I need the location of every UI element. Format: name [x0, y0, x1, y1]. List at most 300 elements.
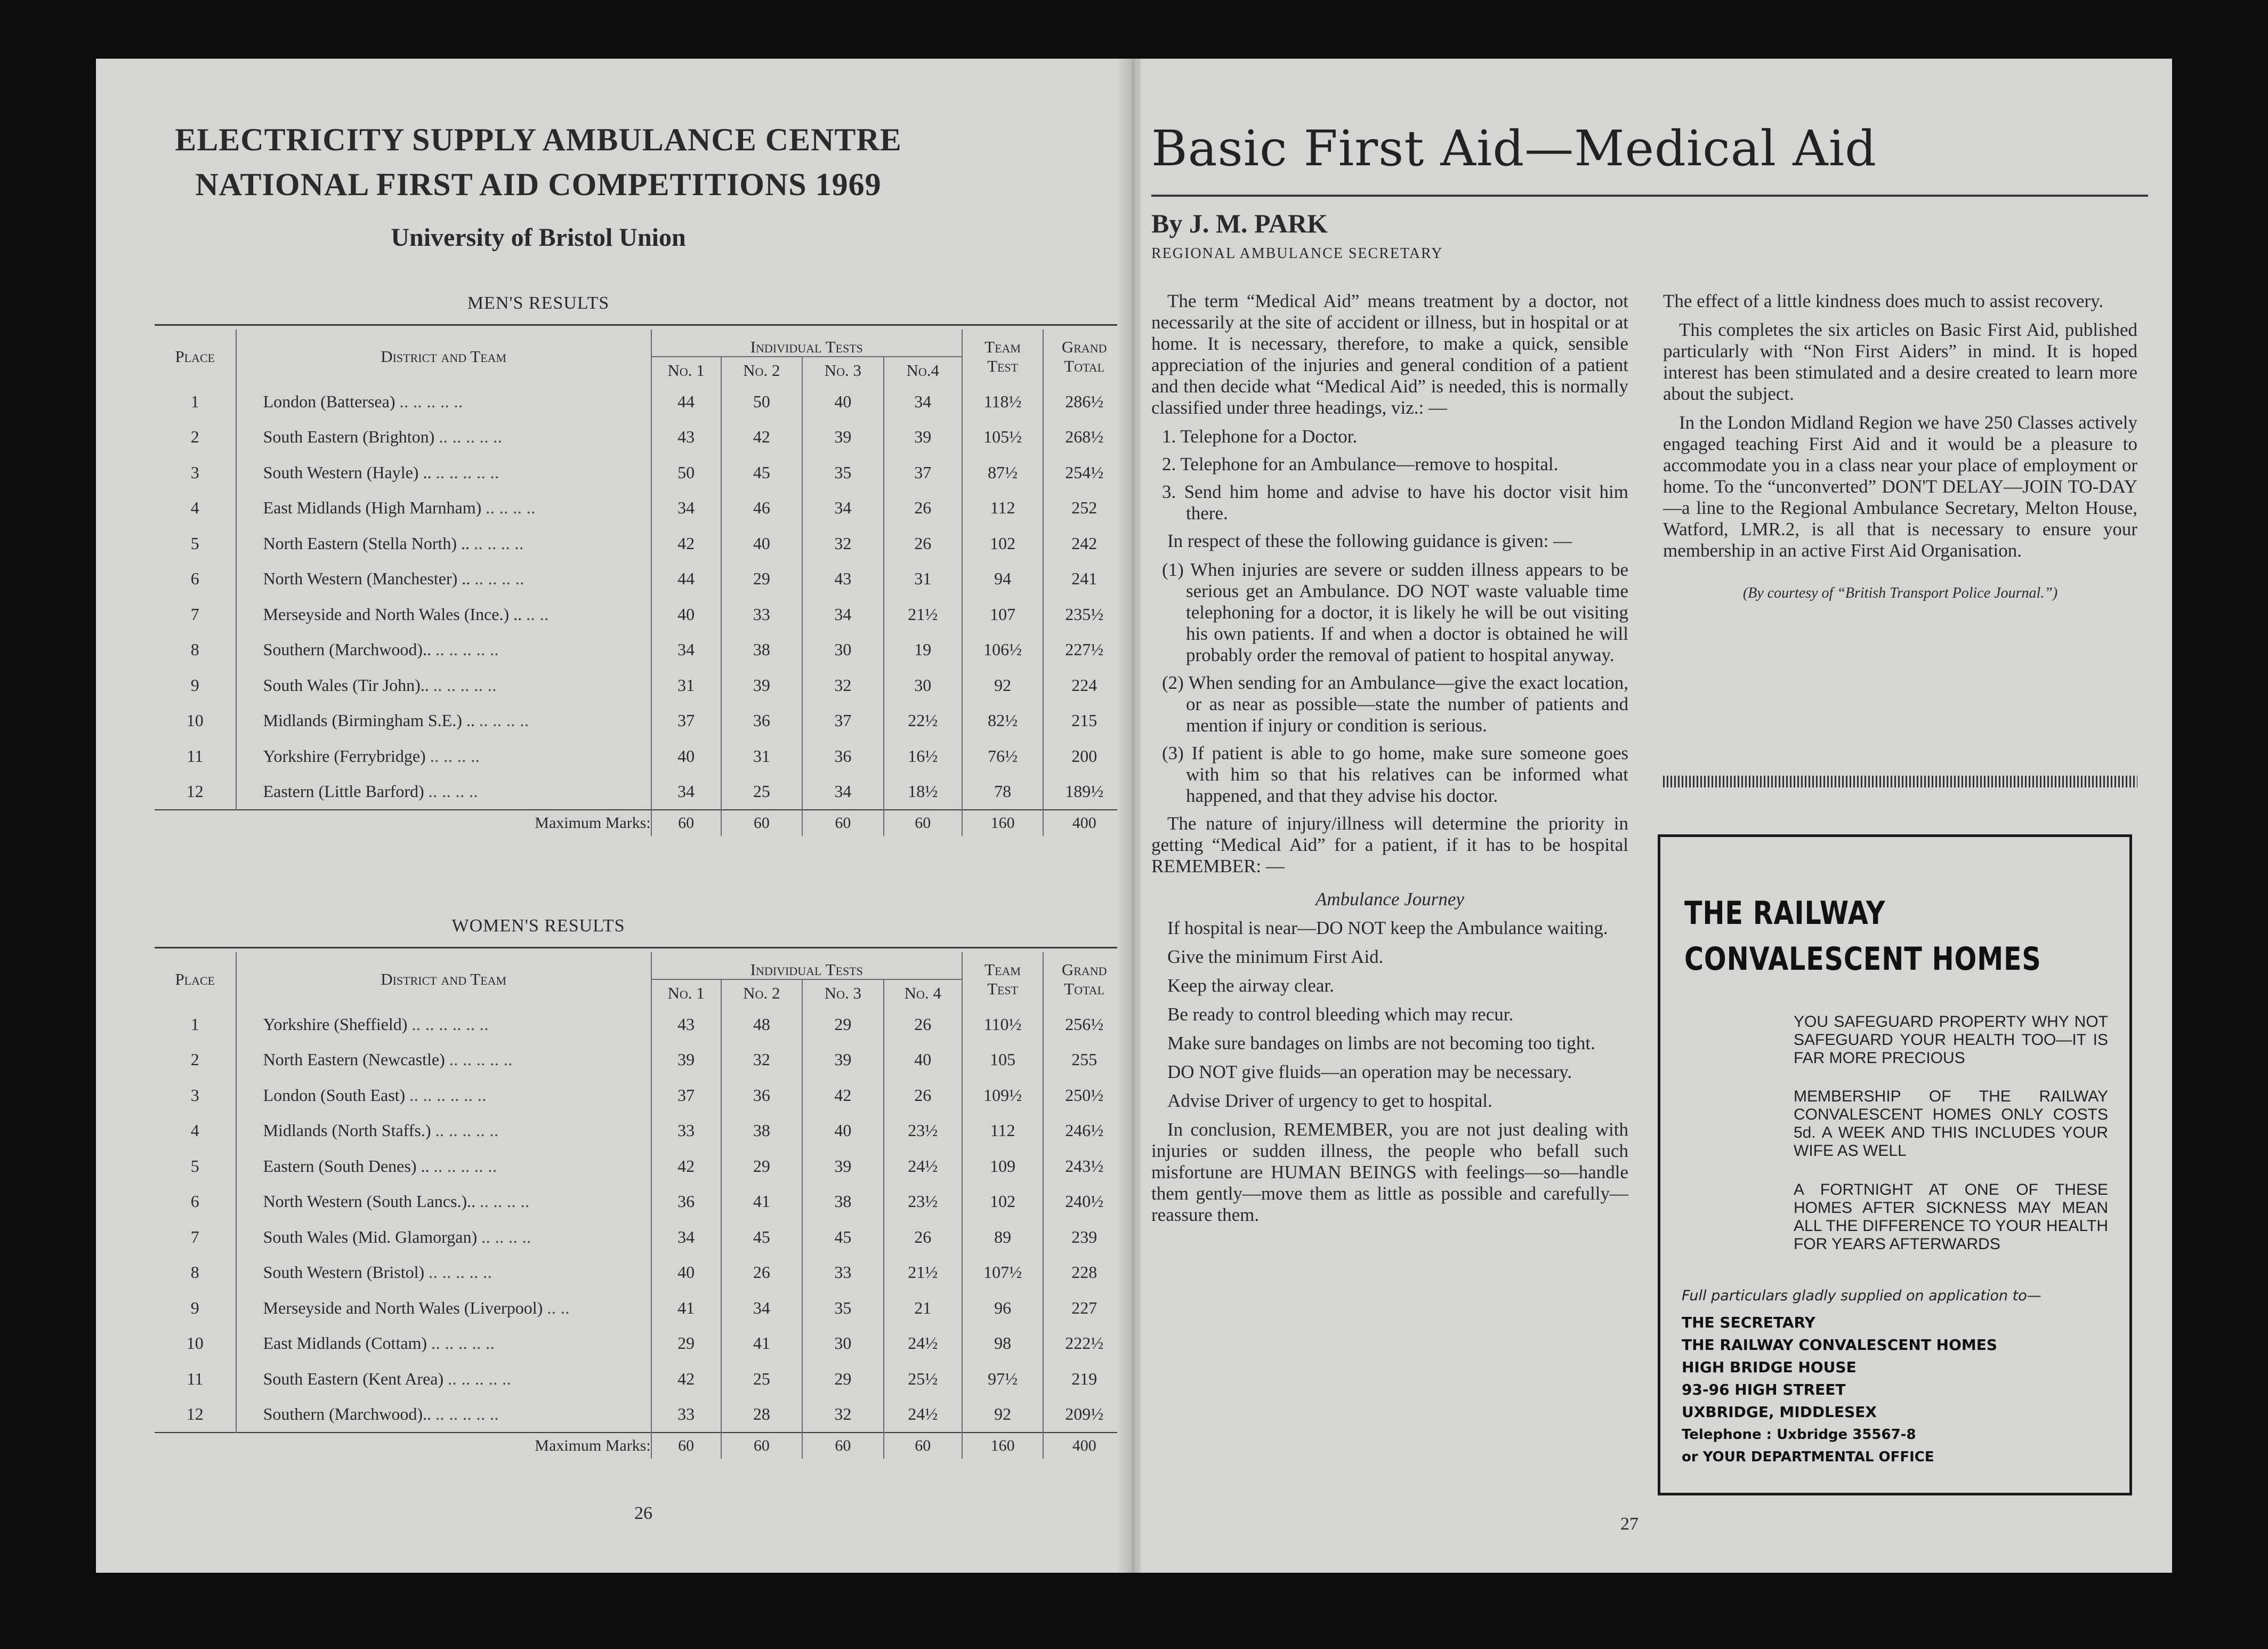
header-grand-total: Grand Total	[1043, 952, 1125, 1007]
department: or YOUR DEPARTMENTAL OFFICE	[1682, 1449, 1934, 1465]
table-row	[155, 632, 1125, 668]
ad-paragraph: A FORTNIGHT AT ONE OF THESE HOMES AFTER SICKNESS MAY MEAN ALL THE DIFFERENCE TO YOUR HEALTH FOR YEARS AFTERWARDS	[1794, 1181, 2108, 1253]
place-cell: 3	[190, 1085, 199, 1105]
score-cell: 76½	[962, 738, 1044, 774]
score-cell: 31	[651, 667, 721, 703]
place-cell: 9	[190, 1298, 199, 1317]
leader-dots: .. .. .. .. .. ..	[409, 1085, 487, 1105]
score-cell: 268½	[1043, 420, 1125, 455]
score-cell: 34	[802, 597, 884, 632]
header-team-test: Team Test	[962, 952, 1044, 1007]
score-cell: 22½	[884, 703, 962, 739]
team-name: Merseyside and North Wales (Liverpool)	[263, 1298, 543, 1317]
place-cell: 12	[186, 1404, 204, 1424]
score-cell: 48	[721, 1007, 803, 1042]
score-cell: 105½	[962, 420, 1044, 455]
telephone: Telephone : Uxbridge 35567-8	[1682, 1427, 1916, 1443]
place-cell: 6	[190, 1192, 199, 1211]
ad-title	[1684, 890, 2041, 982]
score-cell: 24½	[884, 1397, 962, 1433]
table-row	[155, 703, 1125, 739]
score-cell: 37	[884, 455, 962, 490]
score-cell: 34	[651, 1219, 721, 1255]
rule	[155, 947, 1125, 948]
score-cell: 243½	[1043, 1148, 1125, 1184]
score-cell: 25½	[884, 1361, 962, 1397]
header-place: Place	[175, 970, 215, 988]
list-item	[1151, 426, 1628, 447]
header-no3: No. 3	[802, 979, 884, 1007]
leader-dots: .. .. .. ..	[474, 533, 524, 553]
contact-line: 93-96 HIGH STREET	[1682, 1381, 1846, 1398]
score-cell: 224	[1043, 667, 1125, 703]
score-cell: 215	[1043, 703, 1125, 739]
team-name: South Western (Bristol)	[263, 1262, 425, 1282]
team-name: Midlands (Birmingham S.E.) ..	[263, 711, 475, 730]
score-cell: 118½	[962, 384, 1044, 420]
mens-results-heading: MEN'S RESULTS	[467, 293, 610, 313]
score-cell: 34	[802, 774, 884, 810]
team-cell	[236, 1397, 651, 1433]
score-cell: 32	[721, 1042, 803, 1078]
max-cell: 160	[962, 1433, 1044, 1459]
score-cell: 32	[802, 667, 884, 703]
place-cell: 3	[190, 462, 199, 482]
score-cell: 21½	[884, 1255, 962, 1291]
score-cell: 36	[651, 1184, 721, 1220]
score-cell: 254½	[1043, 455, 1125, 490]
advertisement	[1658, 834, 2132, 1495]
team-cell	[236, 1361, 651, 1397]
list-item	[1151, 454, 1628, 475]
header-no1: No. 1	[651, 979, 721, 1007]
article-title: Basic First Aid—Medical Aid	[1151, 120, 1877, 177]
score-cell: 39	[721, 667, 803, 703]
team-cell	[236, 1077, 651, 1113]
list-text: Telephone for a Doctor.	[1180, 426, 1358, 447]
team-cell	[236, 1148, 651, 1184]
table-row	[155, 1397, 1125, 1433]
table-row	[155, 1042, 1125, 1078]
venue: University of Bristol Union	[391, 223, 686, 252]
score-cell: 92	[962, 1397, 1044, 1433]
womens-results-heading: WOMEN'S RESULTS	[451, 916, 625, 936]
journey-line: Make sure bandages on limbs are not becoming too tight.	[1167, 1033, 1595, 1053]
score-cell: 26	[884, 526, 962, 561]
header-no3: No. 3	[802, 357, 884, 384]
team-name: Yorkshire (Sheffield)	[263, 1014, 408, 1034]
score-cell: 16½	[884, 738, 962, 774]
score-cell: 30	[802, 632, 884, 668]
list-text: If patient is able to go home, make sure someone goes with him so that his relatives can be informed what happened, and that they advise his doctor.	[1186, 743, 1628, 806]
score-cell: 112	[962, 490, 1044, 526]
womens-results-table	[155, 952, 1125, 1459]
team-cell	[236, 1255, 651, 1291]
list-item	[1151, 481, 1628, 524]
title-rule	[1151, 195, 2148, 197]
place-cell: 2	[190, 1050, 199, 1069]
score-cell: 246½	[1043, 1113, 1125, 1149]
place-cell: 9	[190, 675, 199, 695]
leader-dots: .. .. .. ..	[479, 711, 529, 730]
score-cell: 37	[802, 703, 884, 739]
leader-dots: .. .. .. .. ..	[399, 391, 463, 411]
header-team-test: Team Test	[962, 329, 1044, 384]
leader-dots: .. .. .. ..	[481, 1227, 531, 1246]
leader-dots: .. .. .. .. ..	[435, 462, 499, 482]
score-cell: 250½	[1043, 1077, 1125, 1113]
team-name: North Western (Manchester) ..	[263, 569, 471, 589]
table-row	[155, 1326, 1125, 1362]
team-cell	[236, 561, 651, 597]
contact-line: UXBRIDGE, MIDDLESEX	[1682, 1403, 1877, 1421]
place-cell: 4	[190, 498, 199, 518]
contact-line: THE SECRETARY	[1682, 1314, 1815, 1331]
table-row	[155, 1077, 1125, 1113]
byline-role: REGIONAL AMBULANCE SECRETARY	[1151, 245, 1443, 262]
score-cell: 209½	[1043, 1397, 1125, 1433]
journey-line: Be ready to control bleeding which may recur.	[1167, 1004, 1514, 1025]
score-cell: 109½	[962, 1077, 1044, 1113]
list-text: When sending for an Ambulance—give the exact location, or as near as possible—state the number of patients and mention if injury or condition is serious.	[1186, 672, 1628, 736]
place-cell: 12	[186, 782, 204, 801]
womens-results-body	[155, 1007, 1125, 1459]
score-cell: 41	[721, 1326, 803, 1362]
score-cell: 29	[802, 1007, 884, 1042]
score-cell: 107½	[962, 1255, 1044, 1291]
credit: (By courtesy of “British Transport Police Journal.”)	[1742, 585, 2058, 601]
team-name: East Midlands (Cottam)	[263, 1333, 427, 1353]
header-no2: No. 2	[721, 357, 803, 384]
score-cell: 38	[721, 632, 803, 668]
team-cell	[236, 703, 651, 739]
score-cell: 239	[1043, 1219, 1125, 1255]
team-name: North Western (South Lancs.)..	[263, 1192, 476, 1211]
score-cell: 43	[651, 420, 721, 455]
score-cell: 227½	[1043, 632, 1125, 668]
score-cell: 26	[884, 1219, 962, 1255]
score-cell: 102	[962, 526, 1044, 561]
score-cell: 222½	[1043, 1326, 1125, 1362]
paragraph: The term “Medical Aid” means treatment by a doctor, not necessarily at the site of accident or illness, but in hospital or at home. It is necessary, therefore, to make a quick, sensible appreciation of the injuries and general condition of a patient and then decide what “Medical Aid” is needed, this is normally classified under three headings, viz.: —	[1151, 291, 1628, 418]
team-cell	[236, 490, 651, 526]
score-cell: 94	[962, 561, 1044, 597]
score-cell: 107	[962, 597, 1044, 632]
max-cell: 60	[721, 810, 803, 836]
place-cell: 6	[190, 569, 199, 589]
score-cell: 228	[1043, 1255, 1125, 1291]
score-cell: 50	[651, 455, 721, 490]
max-cell: 60	[884, 1433, 962, 1459]
ad-paragraph: YOU SAFEGUARD PROPERTY WHY NOT SAFEGUARD YOUR HEALTH TOO—IT IS FAR MORE PRECIOUS	[1794, 1013, 2108, 1067]
score-cell: 26	[884, 1007, 962, 1042]
place-cell: 7	[190, 1227, 199, 1246]
score-cell: 219	[1043, 1361, 1125, 1397]
table-row	[155, 384, 1125, 420]
score-cell: 43	[651, 1007, 721, 1042]
list-number: 1.	[1162, 426, 1176, 447]
team-cell	[236, 1326, 651, 1362]
score-cell: 34	[651, 774, 721, 810]
header-district-team: District and Team	[236, 329, 651, 384]
list-number: 2.	[1162, 454, 1176, 474]
score-cell: 32	[802, 1397, 884, 1433]
table-row	[155, 1184, 1125, 1220]
list-text: When injuries are severe or sudden illness appears to be serious get an Ambulance. DO NOT waste valuable time telephoning for a doctor, it is likely he will be out visiting his own patients. If and when a doctor is obtained he will probably order the removal of patient to hospital anyway.	[1186, 559, 1628, 665]
score-cell: 40	[651, 738, 721, 774]
byline: By J. M. PARK	[1151, 208, 1328, 238]
score-cell: 24½	[884, 1326, 962, 1362]
score-cell: 30	[802, 1326, 884, 1362]
maximum-marks-row	[155, 1433, 1125, 1459]
team-name: Eastern (Little Barford)	[263, 782, 424, 801]
ad-title-line-2: CONVALESCENT HOMES	[1684, 940, 2041, 978]
score-cell: 102	[962, 1184, 1044, 1220]
leader-dots: .. .. .. ..	[428, 782, 479, 801]
paragraph: This completes the six articles on Basic First Aid, published particularly with “Non First Aiders” in mind. It is hoped interest has been stimulated and a desire created to learn more about the subject.	[1663, 319, 2137, 404]
leader-dots: .. ..	[547, 1298, 570, 1317]
leader-dots: .. .. .. ..	[480, 1192, 530, 1211]
paragraph: The effect of a little kindness does much to assist recovery.	[1663, 291, 2104, 311]
score-cell: 25	[721, 1361, 803, 1397]
score-cell: 42	[651, 1361, 721, 1397]
score-cell: 242	[1043, 526, 1125, 561]
header-grand-total: Grand Total	[1043, 329, 1125, 384]
table-row	[155, 526, 1125, 561]
score-cell: 34	[721, 1290, 803, 1326]
score-cell: 29	[721, 561, 803, 597]
team-name: London (South East)	[263, 1085, 406, 1105]
leader-dots: .. .. .. .. ..	[435, 1121, 499, 1140]
max-cell: 60	[651, 1433, 721, 1459]
list-number: 3.	[1162, 481, 1176, 502]
score-cell: 44	[651, 384, 721, 420]
table-row	[155, 1290, 1125, 1326]
score-cell: 105	[962, 1042, 1044, 1078]
score-cell: 227	[1043, 1290, 1125, 1326]
team-name: Yorkshire (Ferrybridge)	[263, 746, 426, 766]
table-row	[155, 1007, 1125, 1042]
place-cell: 10	[186, 711, 204, 730]
score-cell: 42	[721, 420, 803, 455]
leader-dots: .. .. .. .. ..	[431, 1333, 495, 1353]
score-cell: 33	[651, 1397, 721, 1433]
score-cell: 255	[1043, 1042, 1125, 1078]
score-cell: 33	[802, 1255, 884, 1291]
score-cell: 18½	[884, 774, 962, 810]
score-cell: 82½	[962, 703, 1044, 739]
table-row	[155, 1219, 1125, 1255]
leader-dots: .. .. .. .. ..	[448, 1369, 512, 1388]
team-name: North Eastern (Newcastle)	[263, 1050, 445, 1069]
place-cell: 11	[187, 746, 204, 766]
mens-results-body	[155, 384, 1125, 836]
place-cell: 8	[190, 1262, 199, 1282]
score-cell: 235½	[1043, 597, 1125, 632]
score-cell: 87½	[962, 455, 1044, 490]
score-cell: 39	[802, 420, 884, 455]
score-cell: 98	[962, 1326, 1044, 1362]
team-name: Southern (Marchwood)..	[263, 1404, 432, 1424]
score-cell: 40	[651, 1255, 721, 1291]
list-text: Telephone for an Ambulance—remove to hospital.	[1180, 454, 1559, 474]
team-cell	[236, 455, 651, 490]
score-cell: 38	[721, 1113, 803, 1149]
max-cell: 60	[651, 810, 721, 836]
score-cell: 31	[721, 738, 803, 774]
list-text: Send him home and advise to have his doctor visit him there.	[1184, 481, 1629, 524]
score-cell: 40	[884, 1042, 962, 1078]
header-district-team: District and Team	[236, 952, 651, 1007]
place-cell: 2	[190, 427, 199, 447]
table-row	[155, 1148, 1125, 1184]
leader-dots: .. .. .. .. .. ..	[411, 1014, 489, 1034]
score-cell: 41	[721, 1184, 803, 1220]
score-cell: 40	[721, 526, 803, 561]
score-cell: 36	[802, 738, 884, 774]
list-item	[1151, 559, 1628, 666]
score-cell: 26	[884, 490, 962, 526]
score-cell: 23½	[884, 1184, 962, 1220]
score-cell: 36	[721, 1077, 803, 1113]
team-cell	[236, 420, 651, 455]
paragraph: The nature of injury/illness will determine the priority in getting “Medical Aid” for a patient, if it has to be hospital REMEMBER: —	[1151, 813, 1628, 876]
score-cell: 29	[802, 1361, 884, 1397]
table-row	[155, 1361, 1125, 1397]
score-cell: 256½	[1043, 1007, 1125, 1042]
team-name: Midlands (North Staffs.)	[263, 1121, 431, 1140]
place-cell: 4	[190, 1121, 199, 1140]
team-name: South Eastern (Brighton)	[263, 427, 435, 447]
leader-dots: .. .. .. ..	[474, 569, 524, 589]
place-cell: 11	[187, 1369, 204, 1388]
table-row	[155, 1113, 1125, 1149]
ad-intro: Full particulars gladly supplied on application to—	[1682, 1288, 2041, 1304]
leader-dots: .. .. .. ..	[430, 746, 480, 766]
title-line-2: NATIONAL FIRST AID COMPETITIONS 1969	[195, 167, 882, 202]
score-cell: 45	[721, 455, 803, 490]
score-cell: 34	[651, 490, 721, 526]
leader-dots: .. .. .. .. ..	[433, 1156, 497, 1176]
table-row	[155, 420, 1125, 455]
max-cell: 160	[962, 810, 1044, 836]
maximum-marks-row	[155, 810, 1125, 836]
team-name: South Eastern (Kent Area)	[263, 1369, 444, 1388]
leader-dots: .. .. .. .. ..	[429, 1262, 493, 1282]
score-cell: 97½	[962, 1361, 1044, 1397]
ad-paragraph: MEMBERSHIP OF THE RAILWAY CONVALESCENT HOMES ONLY COSTS 5d. A WEEK AND THIS INCLUDES YOUR WIFE AS WELL	[1794, 1088, 2108, 1160]
place-cell: 1	[190, 1014, 199, 1034]
guidance-list	[1151, 559, 1628, 807]
team-cell	[236, 1113, 651, 1149]
journey-line: Keep the airway clear.	[1167, 975, 1334, 996]
score-cell: 21	[884, 1290, 962, 1326]
team-cell	[236, 597, 651, 632]
leader-dots: .. .. .. .. ..	[449, 1050, 513, 1069]
score-cell: 35	[802, 455, 884, 490]
score-cell: 26	[721, 1255, 803, 1291]
score-cell: 42	[651, 1148, 721, 1184]
table-row	[155, 597, 1125, 632]
score-cell: 39	[884, 420, 962, 455]
journey-list	[1151, 918, 1628, 1226]
score-cell: 45	[721, 1219, 803, 1255]
team-cell	[236, 1219, 651, 1255]
team-cell	[236, 632, 651, 668]
journey-line: Give the minimum First Aid.	[1167, 946, 1384, 967]
max-cell: 60	[884, 810, 962, 836]
score-cell: 34	[884, 384, 962, 420]
paragraph: In the London Midland Region we have 250 Classes actively engaged teaching First Aid and it would be a pleasure to accommodate you in a class near your place of employment or home. To the “unconverted” DON'T DELAY—JOIN TO-DAY—a line to the Regional Ambulance Secretary, Melton House, Watford, LMR.2, is all that is necessary to ensure your membership in an active First Aid Organisation.	[1663, 412, 2137, 561]
score-cell: 26	[884, 1077, 962, 1113]
list-item	[1151, 743, 1628, 807]
hatch-divider	[1663, 776, 2137, 787]
score-cell: 34	[802, 490, 884, 526]
header-no1: No. 1	[651, 357, 721, 384]
list-number: (1)	[1162, 559, 1184, 580]
team-name: Southern (Marchwood)..	[263, 640, 432, 659]
score-cell: 33	[651, 1113, 721, 1149]
score-cell: 24½	[884, 1148, 962, 1184]
header-place: Place	[175, 347, 215, 366]
score-cell: 29	[721, 1148, 803, 1184]
score-cell: 28	[721, 1397, 803, 1433]
journey-line: DO NOT give fluids—an operation may be necessary.	[1167, 1061, 1572, 1082]
score-cell: 89	[962, 1219, 1044, 1255]
table-row	[155, 490, 1125, 526]
maximum-marks-label: Maximum Marks:	[155, 1433, 651, 1459]
team-name: South Wales (Mid. Glamorgan)	[263, 1227, 478, 1246]
leader-dots: .. .. .. .. ..	[433, 675, 497, 695]
place-cell: 10	[186, 1333, 204, 1353]
score-cell: 50	[721, 384, 803, 420]
score-cell: 32	[802, 526, 884, 561]
score-cell: 19	[884, 632, 962, 668]
max-cell: 400	[1043, 1433, 1125, 1459]
team-name: North Eastern (Stella North) ..	[263, 533, 470, 553]
table-row	[155, 738, 1125, 774]
table-row	[155, 667, 1125, 703]
score-cell: 110½	[962, 1007, 1044, 1042]
score-cell: 35	[802, 1290, 884, 1326]
page-number: 26	[634, 1503, 652, 1523]
score-cell: 38	[802, 1184, 884, 1220]
max-cell: 400	[1043, 810, 1125, 836]
header-no4: No. 4	[884, 979, 962, 1007]
team-name: London (Battersea)	[263, 391, 396, 411]
place-cell: 5	[190, 1156, 199, 1176]
score-cell: 37	[651, 703, 721, 739]
leader-dots: .. .. .. .. ..	[435, 1404, 499, 1424]
score-cell: 92	[962, 667, 1044, 703]
article-column-2	[1663, 291, 2137, 612]
score-cell: 39	[802, 1042, 884, 1078]
header-no4: No.4	[884, 357, 962, 384]
maximum-marks-label: Maximum Marks:	[155, 810, 651, 836]
score-cell: 23½	[884, 1113, 962, 1149]
numbered-list	[1151, 426, 1628, 524]
score-cell: 44	[651, 561, 721, 597]
score-cell: 42	[651, 526, 721, 561]
table-row	[155, 561, 1125, 597]
score-cell: 189½	[1043, 774, 1125, 810]
leader-dots: .. .. .. .. ..	[435, 640, 499, 659]
score-cell: 40	[802, 1113, 884, 1149]
title-line-1: ELECTRICITY SUPPLY AMBULANCE CENTRE	[175, 122, 902, 157]
rule	[155, 324, 1125, 326]
score-cell: 112	[962, 1113, 1044, 1149]
left-page	[96, 59, 1125, 1573]
